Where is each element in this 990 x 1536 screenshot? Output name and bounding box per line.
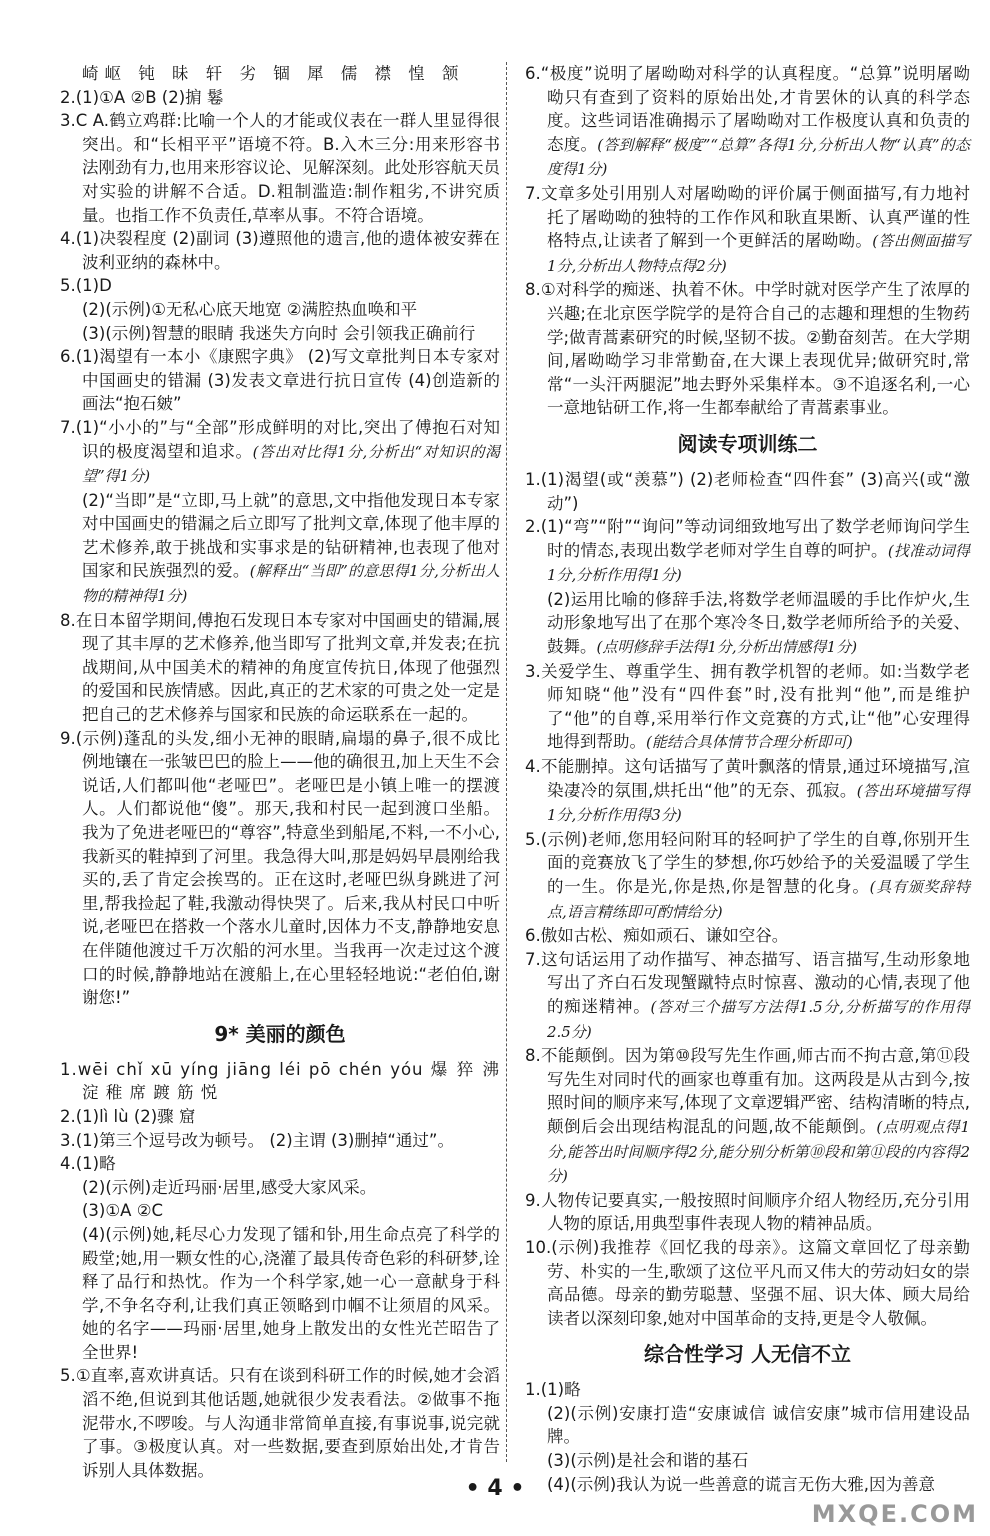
answer-paragraph bbox=[60, 322, 500, 346]
answer-text: (2)(示例)安康打造“安康诚信 诚信安康”城市信用建设品牌。 bbox=[547, 1403, 970, 1447]
answer-text: 7.(1)“小小的”与“全部”形成鲜明的对比,突出了傅抱石对知识的极度渴望和追求。 bbox=[60, 417, 500, 461]
answer-paragraph bbox=[60, 489, 500, 609]
answer-paragraph bbox=[60, 1105, 500, 1129]
answer-text: (2)(示例)走近玛丽·居里,感受大家风采。 bbox=[82, 1177, 377, 1197]
answer-paragraph bbox=[525, 1044, 970, 1189]
lesson-heading-9: 9* 美丽的颜色 bbox=[214, 1021, 346, 1046]
answer-paragraph bbox=[525, 755, 970, 828]
answer-text: 1.(1)略 bbox=[525, 1380, 581, 1400]
answer-text: 8.①对科学的痴迷、执着不休。中学时就对医学产生了浓厚的兴趣;在北京医学院学的是符合自己的志趣和理想的生物药学;做青蒿素研究的时候,坚韧不拔。②勤奋刻苦。在大学期间,屠呦呦学习非常勤奋,在大课上表现优异;做研究时,常常“一头汗两腿泥”地去野外采集样本。③不追逐名利,一心一意地钻研工作,将一生都奉献给了青蒿素事业。 bbox=[525, 280, 970, 418]
answer-text: 2.(1)lì lù (2)骤 窟 bbox=[60, 1106, 196, 1126]
scoring-note: (能结合具体情节合理分析即可) bbox=[646, 733, 853, 752]
answer-paragraph bbox=[60, 1176, 500, 1200]
answer-paragraph bbox=[60, 1058, 500, 1105]
answer-paragraph bbox=[60, 416, 500, 489]
answer-paragraph bbox=[60, 298, 500, 322]
answer-paragraph bbox=[60, 1152, 500, 1176]
answer-text: 2.(1)“弯”“附”“询问”等动词细致地写出了数学老师询问学生时的情态,表现出数学老师对学生自尊的呵护。 bbox=[525, 517, 970, 560]
answer-paragraph bbox=[525, 515, 970, 588]
answer-paragraph bbox=[60, 274, 500, 298]
answer-text: 9.人物传记要真实,一般按照时间顺序介绍人物经历,充分引用人物的原话,用典型事件表现人物的精神品质。 bbox=[525, 1190, 970, 1234]
answer-paragraph bbox=[60, 1223, 500, 1365]
answer-text: 3.C A.鹤立鸡群:比喻一个人的才能或仪表在一群人里显得很突出。和“长相平平”语境不符。B.入木三分:用来形容书法刚劲有力,也用来形容议论、见解深刻。此处形容航天员对实验的讲解不合适。D.粗制滥造:制作粗劣,不讲究质量。也指工作不负责任,草率从事。不符合语境。 bbox=[60, 111, 500, 225]
answer-paragraph bbox=[525, 1449, 970, 1473]
answer-text: 6.“极度”说明了屠呦呦对科学的认真程度。“总算”说明屠呦呦只有查到了资料的原始出处,才肯罢休的认真的科学态度。这些词语准确揭示了屠呦呦对工作极度认真和负责的态度。 bbox=[525, 64, 970, 154]
answer-text: 5.(1)D bbox=[60, 276, 112, 296]
answer-text: 8.不能颠倒。因为第⑩段写先生作画,师古而不拘古意,第⑪段写先生对同时代的画家也尊重有加。这两段是从古到今,按照时间的顺序来写,体现了文章逻辑严密、结构清晰的特点,颠倒后会出现结构混乱的问题,故不能颠倒。 bbox=[525, 1046, 970, 1136]
answer-paragraph bbox=[525, 828, 970, 924]
scoring-note: (答出对比得1分,分析出“对知识的渴望”得1分) bbox=[82, 442, 501, 486]
scoring-note: (答出侧面描写1分,分析出人物特点得2分) bbox=[547, 232, 970, 275]
answer-paragraph bbox=[60, 86, 500, 110]
answer-paragraph bbox=[60, 109, 500, 227]
answer-paragraph bbox=[525, 468, 970, 515]
answer-text: 崎岖 钝 昧 轩 劣 锢 犀 儒 襟 惶 颔 bbox=[82, 64, 465, 83]
answer-paragraph bbox=[60, 609, 500, 727]
answer-paragraph bbox=[525, 588, 970, 660]
answer-text: 10.(示例)我推荐《回忆我的母亲》。这篇文章回忆了母亲勤劳、朴实的一生,歌颂了这位平凡而又伟大的劳动妇女的崇高品德。母亲的勤劳聪慧、坚强不屈、识大体、顾大局给读者以深刻印象,她对中国革命的支持,更是令人敬佩。 bbox=[525, 1237, 970, 1328]
scoring-note: (解释出“当即”的意思得1分,分析出人物的精神得1分) bbox=[82, 562, 501, 606]
answer-text: 5.(示例)老师,您用轻问附耳的轻呵护了学生的自尊,你别开生面的竞赛放飞了学生的梦想,你巧妙给予的关爱温暖了学生的一生。你是光,你是热,你是智慧的化身。 bbox=[525, 829, 970, 896]
scoring-note: (答到解释“极度”“总算”各得1分,分析出人物“认真”的态度得1分) bbox=[547, 135, 970, 179]
answer-text: (3)①A ②C bbox=[82, 1201, 164, 1221]
answer-paragraph bbox=[525, 1402, 970, 1449]
page-number: • 4 • bbox=[465, 1476, 525, 1501]
answer-text: 1.wēi chǐ xū yíng jiāng léi pō chén yóu 爆 猝 沸 淀 稚 席 踱 筋 悦 bbox=[60, 1059, 500, 1103]
answer-text: (4)(示例)她,耗尽心力发现了镭和钋,用生命点亮了科学的殿堂;她,用一颗女性的心,浇灌了最具传奇色彩的科研梦,诠释了品行和热忱。作为一个科学家,她一心一意献身于科学,不争名夺利,让我们真正领略到巾帼不让须眉的风采。她的名字——玛丽·居里,她身上散发出的女性光芒昭告了全世界! bbox=[82, 1224, 500, 1362]
scoring-note: (答对三个描写方法得1.5分,分析描写的作用得2.5分) bbox=[547, 997, 971, 1041]
answer-text: 3.关爱学生、尊重学生、拥有教学机智的老师。如:当数学老师知晓“他”没有“四件套”时,没有批判“他”,而是维护了“他”的自尊,采用举行作文竞赛的方式,让“他”心安理得地得到帮助。 bbox=[525, 661, 970, 752]
answer-text: 7.这句话运用了动作描写、神态描写、语言描写,生动形象地写出了齐白石发现蟹蹴特点时惊喜、激动的心情,表现了他的痴迷精神。 bbox=[525, 949, 970, 1016]
answer-text: 4.不能删掉。这句话描写了黄叶飘落的情景,通过环境描写,渲染凄冷的氛围,烘托出“他”的无奈、孤寂。 bbox=[525, 757, 970, 800]
answer-text: (4)(示例)我认为说一些善意的谎言无伤大雅,因为善意 bbox=[547, 1474, 935, 1494]
answer-text: 6.(1)渴望有一本小《康熙字典》 (2)写文章批判日本专家对中国画史的错漏 (3)发表文章进行抗日宣传 (4)创造新的画法“抱石皴” bbox=[60, 347, 500, 414]
answer-paragraph bbox=[60, 1364, 500, 1482]
answer-paragraph bbox=[525, 62, 970, 182]
answer-block-lesson9 bbox=[60, 1058, 500, 1483]
answer-text: (2)运用比喻的修辞手法,将数学老师温暖的手比作炉火,生动形象地写出了在那个寒冷冬日,数学老师所给予的关爱、鼓舞。 bbox=[547, 589, 970, 657]
answer-text: 2.(1)①A ②B (2)掮 鬈 bbox=[60, 87, 224, 107]
answer-paragraph bbox=[60, 1129, 500, 1153]
answer-paragraph bbox=[525, 924, 970, 948]
answer-text: 8.在日本留学期间,傅抱石发现日本专家对中国画史的错漏,展现了其丰厚的艺术修养,他当即写了批判文章,并发表;在抗战期间,从中国美术的精神的角度宣传抗日,体现了他强烈的爱国和民族情感。因此,真正的艺术家的可贵之处一定是把自己的艺术修养与国家和民族的命运联系在一起的。 bbox=[60, 610, 500, 725]
scoring-note: (答出环境描写得1分,分析作用得3分) bbox=[547, 781, 970, 825]
answer-text: (3)(示例)是社会和谐的基石 bbox=[547, 1451, 749, 1471]
answer-block-lesson8 bbox=[60, 62, 500, 1010]
answer-text: 9.(示例)蓬乱的头发,细小无神的眼睛,扁塌的鼻子,很不成比例地镶在一张皱巴巴的脸上——他的确很丑,加上天生不会说话,人们都叫他“老哑巴”。老哑巴是小镇上唯一的摆渡人。人们都说他“傻”。那天,我和村民一起到渡口坐船。我为了免进老哑巴的“尊容”,特意坐到船尾,不料,一不小心,我新买的鞋掉到了河里。我急得大叫,那是妈妈早晨刚给我买的,丢了肯定会挨骂的。正在这时,老哑巴纵身跳进了河里,帮我捡起了鞋,我激动得快哭了。后来,我从村民口中听说,老哑巴在搭救一个落水儿童时,因体力不支,静静地安息在伴随他渡过千万次船的河水里。当我再一次走过这个渡口的时候,静静地站在渡船上,在心里轻轻地说:“老伯伯,谢谢您!” bbox=[60, 728, 500, 1008]
answer-text: 4.(1)决裂程度 (2)副词 (3)遵照他的遗言,他的遗体被安葬在波利亚纳的森林中。 bbox=[60, 229, 500, 272]
answer-text: (2)(示例)①无私心底天地宽 ②满腔热血唤和平 bbox=[82, 299, 418, 319]
answer-text: 4.(1)略 bbox=[60, 1154, 116, 1174]
answer-paragraph bbox=[60, 345, 500, 416]
section-heading-reading-training-2: 阅读专项训练二 bbox=[677, 431, 818, 456]
column-divider bbox=[506, 62, 507, 1462]
answer-block-lesson11 bbox=[525, 62, 970, 420]
answer-paragraph bbox=[525, 278, 970, 420]
watermark-logo: MXQE.COM bbox=[811, 1500, 978, 1528]
answer-paragraph bbox=[525, 1378, 970, 1402]
answer-paragraph bbox=[525, 660, 970, 755]
answer-paragraph bbox=[60, 62, 500, 86]
section-heading-comprehensive-study: 综合性学习 人无信不立 bbox=[644, 1342, 851, 1367]
answer-text: 5.①直率,喜欢讲真话。只有在谈到科研工作的时候,她才会滔滔不绝,但说到其他话题,她就很少发表看法。②做事不拖泥带水,不啰唆。与人沟通非常简单直接,有事说事,说完就了事。③极度认真。对一些数据,要查到原始出处,才肯告诉别人具体数据。 bbox=[60, 1366, 500, 1480]
scoring-note: (找准动词得1分,分析作用得1分) bbox=[547, 541, 970, 585]
answer-paragraph bbox=[525, 1236, 970, 1330]
scoring-note: (点明观点得1分,能答出时间顺序得2分,能分别分析第⑩段和第⑪段的内容得2分) bbox=[547, 1117, 970, 1186]
answer-text: 1.(1)渴望(或“羡慕”) (2)老师检查“四件套” (3)高兴(或“激动”) bbox=[525, 469, 970, 513]
left-column bbox=[60, 62, 500, 1482]
answer-text: 3.(1)第三个逗号改为顿号。 (2)主谓 (3)删掉“通过”。 bbox=[60, 1130, 454, 1150]
answer-text: 6.傲如古松、痴如顽石、谦如空谷。 bbox=[525, 926, 789, 946]
answer-paragraph bbox=[60, 1199, 500, 1223]
answer-paragraph bbox=[525, 1189, 970, 1236]
answer-paragraph bbox=[525, 948, 970, 1044]
answer-paragraph bbox=[60, 227, 500, 274]
answer-text: 7.文章多处引用别人对屠呦呦的评价属于侧面描写,有力地衬托了屠呦呦的独特的工作作风和耿直果断、认真严谨的性格特点,让读者了解到一个更鲜活的屠呦呦。 bbox=[525, 183, 970, 251]
answer-block-reading-training-2 bbox=[525, 468, 970, 1330]
answer-text: (3)(示例)智慧的眼睛 我迷失方向时 会引领我正确前行 bbox=[82, 323, 476, 343]
answer-paragraph bbox=[60, 727, 500, 1010]
right-column bbox=[525, 62, 970, 1496]
answer-paragraph bbox=[525, 182, 970, 278]
answer-text: (2)“当即”是“立即,马上就”的意思,文中指他发现日本专家对中国画史的错漏之后立即写了批判文章,体现了他丰厚的艺术修养,敢于挑战和实事求是的钻研精神,也表现了他对国家和民族强烈的爱。 bbox=[82, 490, 500, 581]
scoring-note: (具有颁奖辞特点,语言精练即可酌情给分) bbox=[547, 878, 970, 921]
scoring-note: (点明修辞手法得1分,分析出情感得1分) bbox=[596, 638, 858, 657]
